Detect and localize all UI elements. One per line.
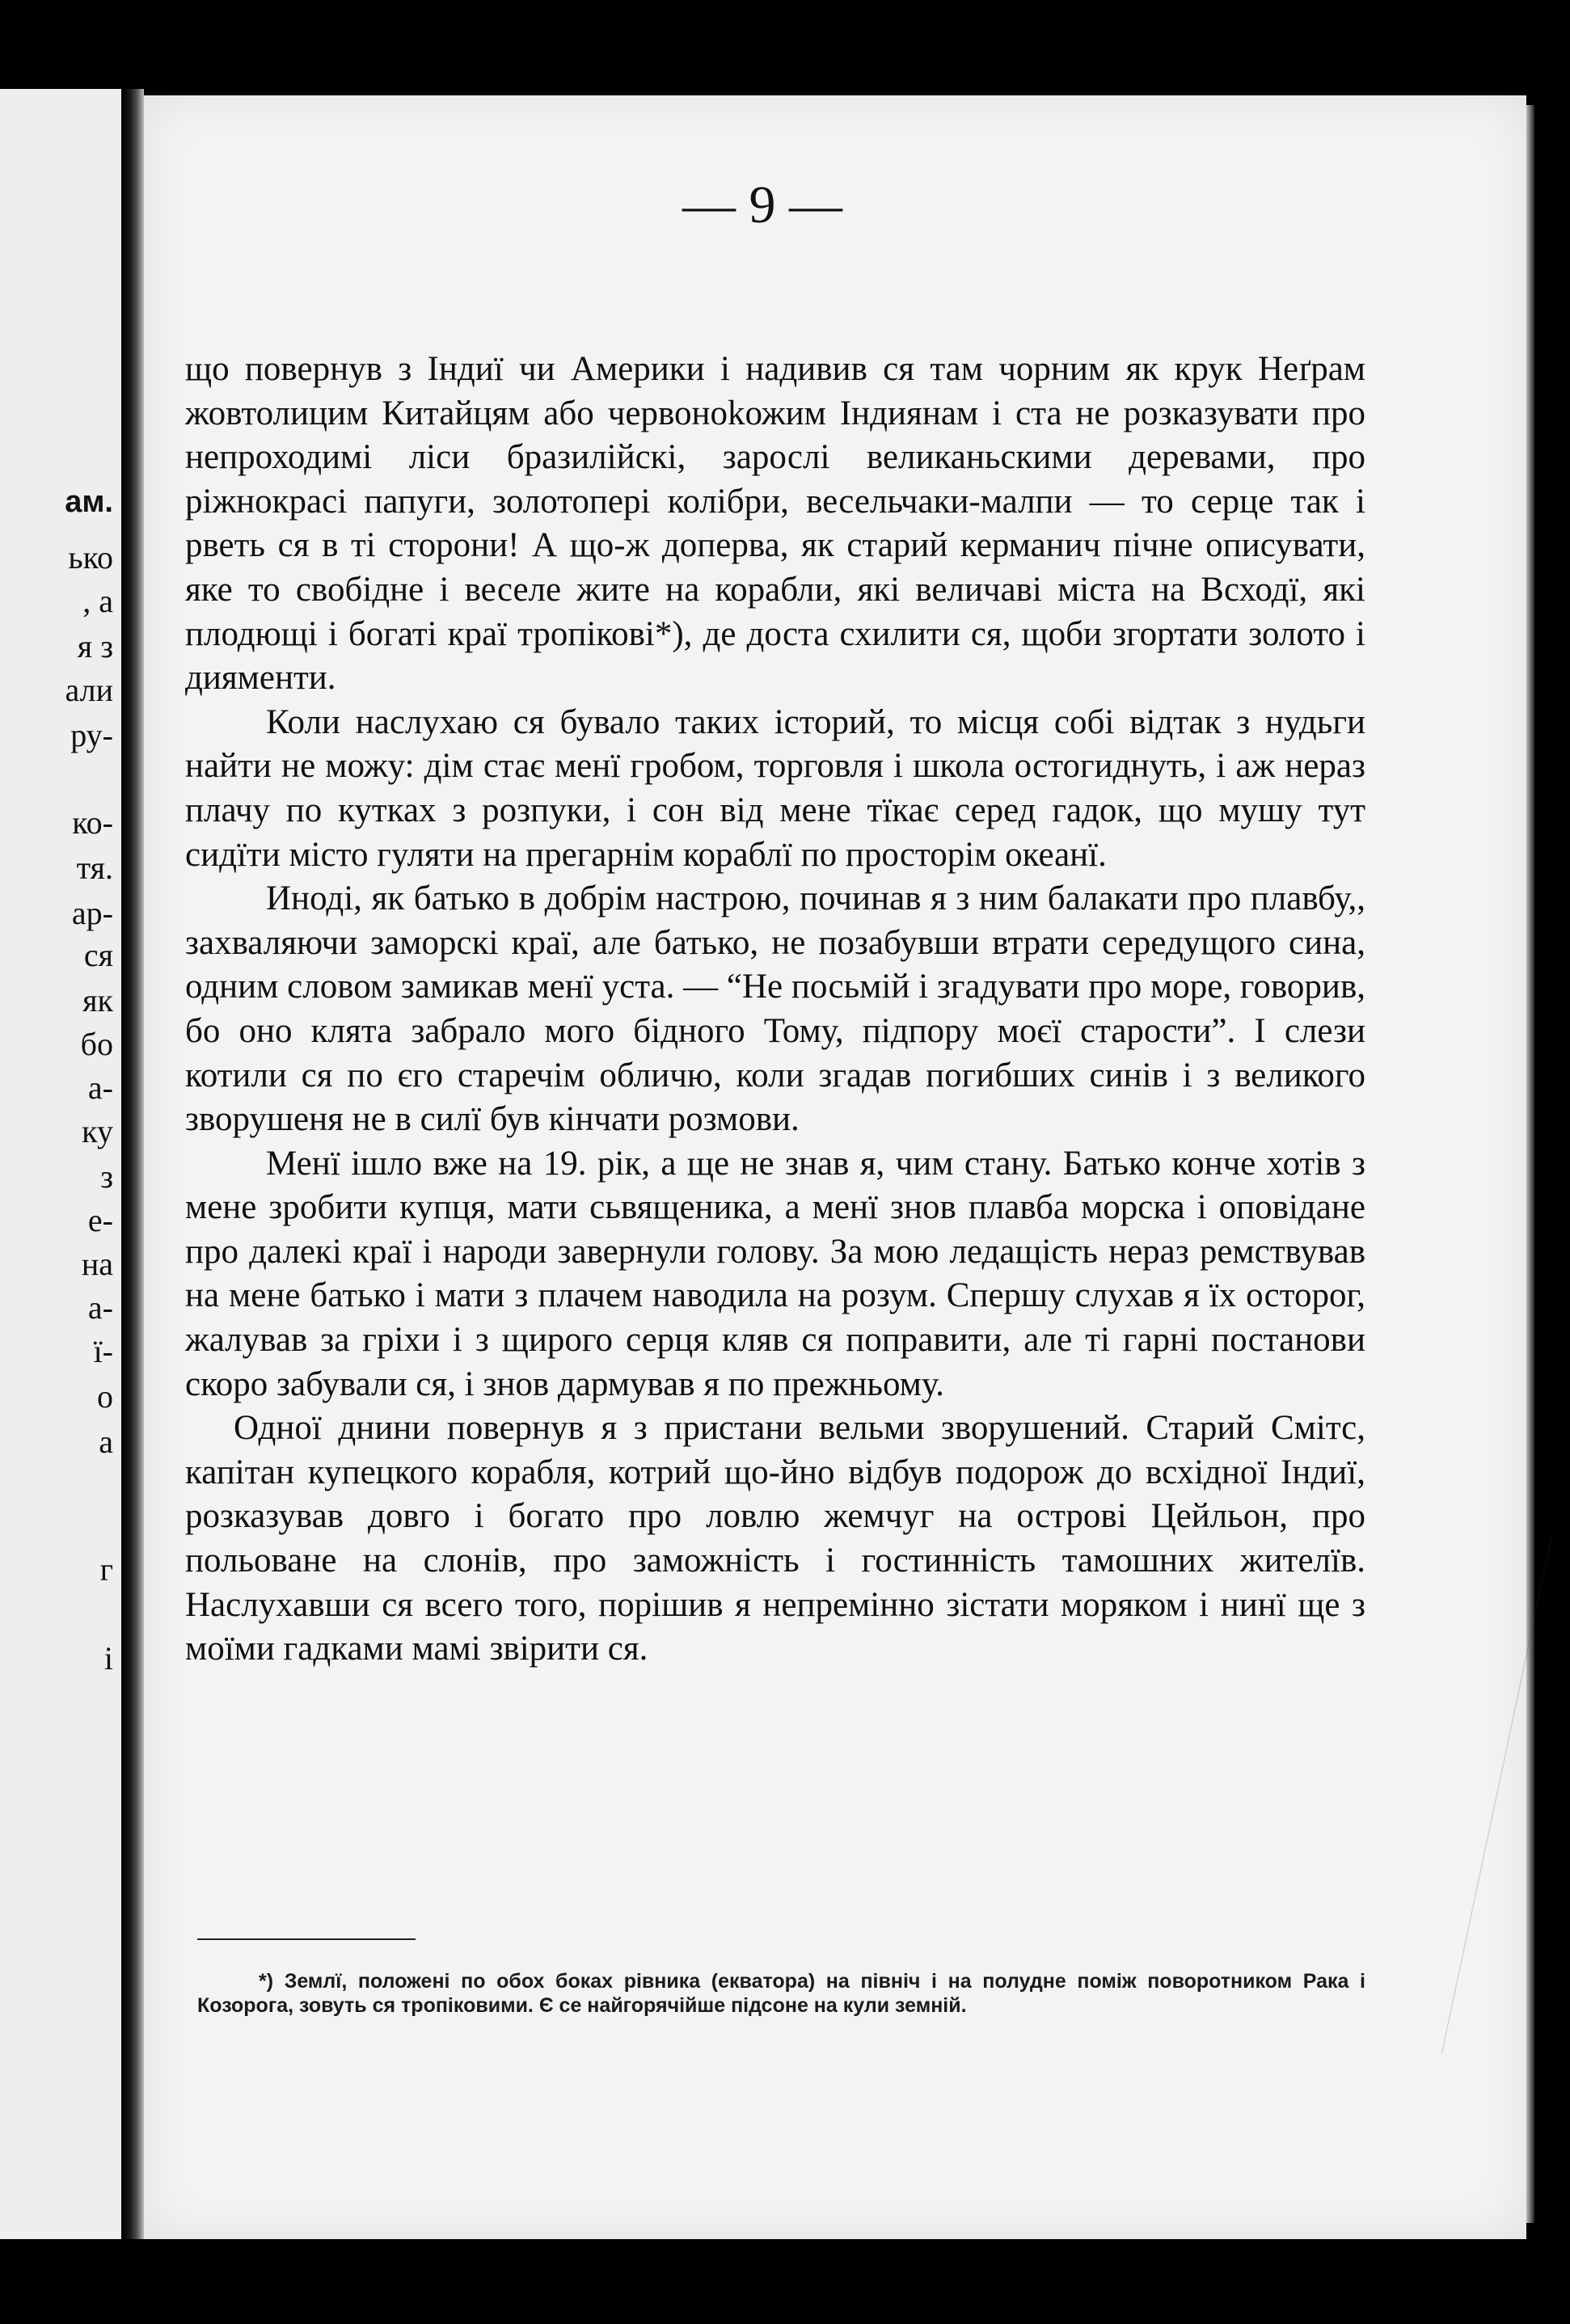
- adjacent-line: ся: [83, 937, 113, 973]
- paragraph: Коли наслухаю ся бувало таких історий, то місця собі відтак з нудьги найти не можу: дім стає менї гробом, торговля і школа остогиднуть, і аж нераз плачу по кутках з розпуки, і сон від мене тїкає серед гадок, що мушу тут сидїти місто гуляти на прегарнім кораблї по просторім океанї.: [185, 702, 1365, 874]
- adjacent-line: тя.: [76, 850, 113, 886]
- paragraph: Менї ішло вже на 19. рік, а ще не знав я, чим стану. Батько конче хотів з мене зробити купця, мати сьвященика, а менї знов плавба морска і оповідане про далекі краї і народи завернули голову. За мою ледащість нераз ремствував на мене батько і мати з плачем наводила на розум. Спершу слухав я їх осторог, жалував за гріхи і з щирого серця кляв ся поправити, але ті гарні постанови скоро забували ся, і знов дармував я по прежньому.: [185, 1144, 1365, 1403]
- adjacent-line: ї-: [93, 1333, 113, 1369]
- adjacent-line: г: [99, 1551, 113, 1588]
- paragraph: Одної днини повернув я з пристани вельми зворушений. Старий Смітс, капітан купецкого корабля, котрий що-йно відбув подорож до всхідної Індиї, розказував довго і богато про ловлю жемчуг на острові Цейльон, про польоване на слонів, про заможність і гостинність тамошних жителїв. Наслухавши ся всего того, порішив я непремінно зістати моряком і нинї ще з моїми гадками мамі звірити ся.: [185, 1409, 1365, 1668]
- adjacent-line: ко-: [72, 804, 113, 841]
- adjacent-line: ько: [68, 539, 113, 576]
- adjacent-line: на: [81, 1246, 113, 1282]
- adjacent-line: ар-: [71, 895, 113, 931]
- adjacent-line: ку: [82, 1113, 113, 1149]
- adjacent-line: али: [65, 672, 113, 708]
- adjacent-line: і: [103, 1640, 113, 1677]
- adjacent-line: бо: [80, 1026, 113, 1062]
- adjacent-line: а-: [87, 1069, 113, 1106]
- adjacent-line: як: [82, 982, 113, 1019]
- body-text: [185, 348, 1365, 1672]
- book-spine: [121, 89, 144, 2239]
- adjacent-line: е-: [87, 1202, 113, 1238]
- adjacent-page-fragment: [0, 89, 121, 2239]
- adjacent-line: я з: [77, 628, 113, 664]
- footnote-rule: [197, 1938, 416, 1940]
- adjacent-line: ам.: [65, 485, 113, 519]
- adjacent-line: а-: [87, 1289, 113, 1326]
- paragraph: Иноді, як батько в добрім настрою, починав я з ним балакати про плавбу,, захваляючи заморскі краї, але батько, не позабувши втрати середущого сина, одним словом замикав менї уста. — “Не посьмій і згадувати про море, говорив, бо оно клята забрало мого бідного Тому, підпору моєї старости”. І слези котили ся по єго старечім обличю, коли згадав погибших синів і з великого зворушеня не в силї був кінчати розмови.: [185, 879, 1365, 1139]
- adjacent-line: ру-: [70, 717, 113, 753]
- adjacent-line: о: [97, 1378, 113, 1415]
- adjacent-line: з: [100, 1158, 113, 1195]
- page-number: — 9 —: [682, 175, 842, 234]
- paragraph: що повернув з Індиї чи Америки і надивив ся там чорним як крук Неґрам жовтолицим Китайцям або червоноkожим Індиянам і ста не розказувати про непроходимі ліси бразилійскі, зарослі великаньскими деревами, про ріжнокрасі папуги, золотоперi колібри, весельчаки-малпи — то серце так і рветь ся в ті сторони! А що-ж доперва, як старий керманич пічне описувати, яке то свобідне і веселе жите на корабли, які величаві міста на Всходї, які плодющі і богаті краї тропікові*), де доста схилити ся, щоби згортати золото і дияменти.: [185, 350, 1365, 698]
- footnote: *) Землї, положені по обох боках рівника (екватора) на північ і на полудне поміж поворотником Рака і Козорога, зовуть ся тропіковими. Є се найгорячійше підсоне на кули земній.: [197, 1970, 1365, 2017]
- adjacent-line: а: [99, 1424, 113, 1460]
- adjacent-line: , а: [82, 583, 113, 619]
